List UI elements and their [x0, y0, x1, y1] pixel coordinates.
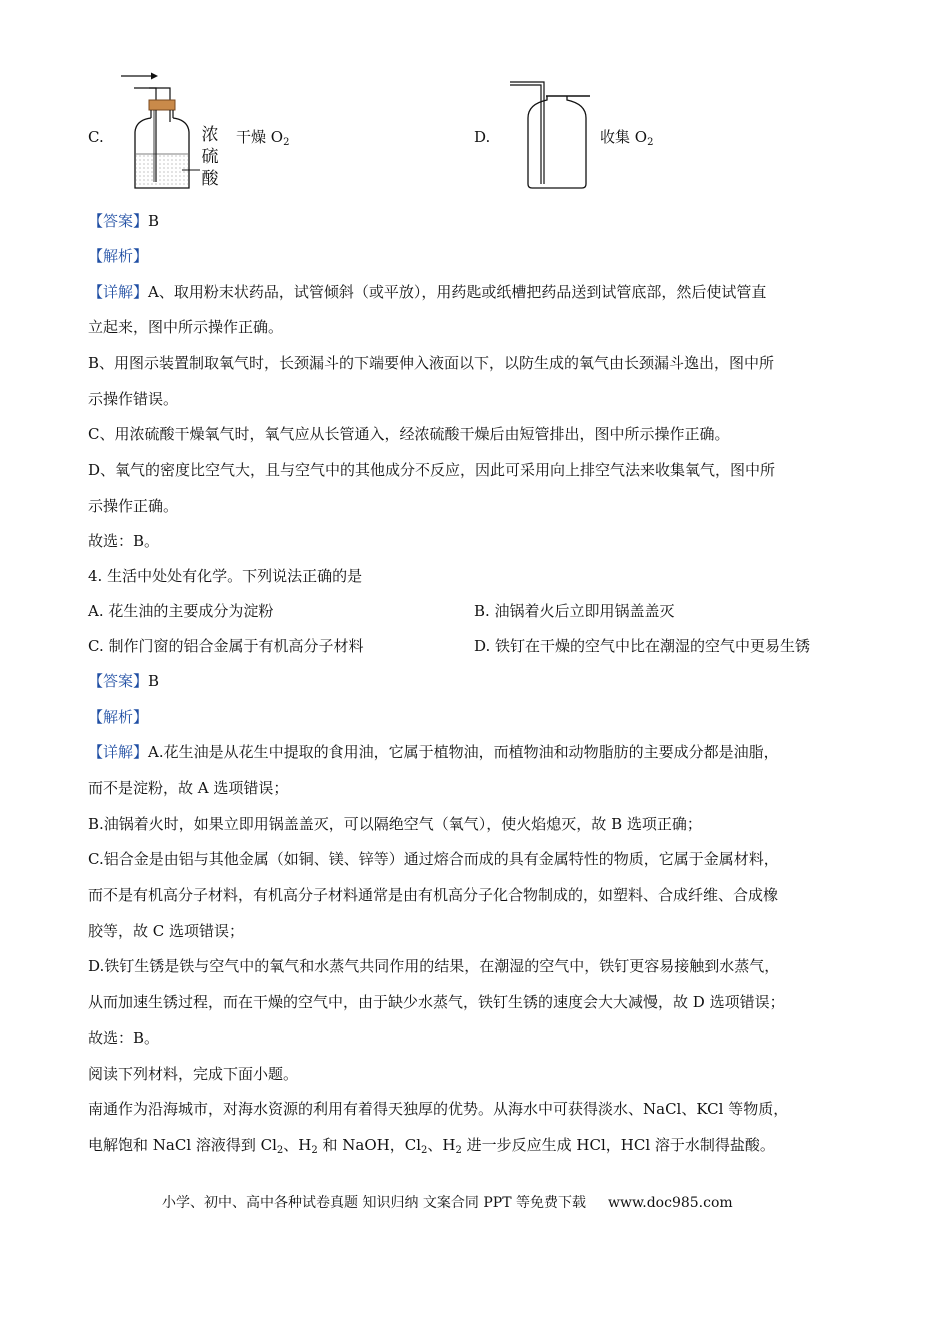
q4-option-c: C. 制作门窗的铝合金属于有机高分子材料 [88, 637, 364, 655]
q3-detail-line-1: 【详解】A、取用粉末状药品，试管倾斜（或平放），用药匙或纸槽把药品送到试管底部，然后使试管直 [88, 283, 767, 301]
footer-text: 小学、初中、高中各种试卷真题 知识归纳 文案合同 PPT 等免费下载 [162, 1195, 586, 1211]
q4-answer-line [88, 671, 159, 691]
q4-detail-line-6: 胶等，故 C 选项错误； [88, 922, 245, 940]
label-liu: 硫 [201, 147, 219, 167]
option-c-letter: C. [88, 128, 104, 146]
q4-answer-tag: 【答案】 [88, 672, 149, 690]
gas-collection-bottle-diagram [510, 78, 590, 190]
short-tube-top [149, 88, 170, 100]
q4-option-d: D. 铁钉在干燥的空气中比在潮湿的空气中更易生锈 [474, 637, 811, 655]
delivery-tube [510, 82, 544, 184]
q3-detail-line-7: 示操作正确。 [88, 497, 179, 515]
label-nong: 浓 [201, 125, 219, 145]
q3-analysis-tag: 【解析】 [88, 247, 149, 265]
q3-detail-line-4: 示操作错误。 [88, 390, 179, 408]
figure-d-caption: 收集 $O_2$ [600, 128, 654, 148]
q4-analysis-tag: 【解析】 [88, 708, 149, 726]
q3-detail-line-2: 立起来，图中所示操作正确。 [88, 318, 284, 336]
q4-detail-line-5: 而不是有机高分子材料，有机高分子材料通常是由有机高分子化合物制成的，如塑料、合成纤维、合成橡 [88, 886, 779, 904]
figure-c-caption: 干燥 $O_2$ [236, 128, 290, 148]
reading-paragraph-line-2: 电解饱和 NaCl 溶液得到 $Cl_2$、$H_2$ 和 NaOH，$Cl_2$、$H_2$ 进一步反应生成 HCl，HCl 溶于水制得盐酸。 [88, 1136, 775, 1156]
gas-washing-bottle-diagram [118, 70, 198, 192]
footer-url[interactable]: www.doc985.com [607, 1195, 733, 1211]
q4-detail-line-3: B.油锅着火时，如果立即用锅盖盖灭，可以隔绝空气（氧气），使火焰熄灭，故 B 选项正确； [88, 815, 702, 833]
collection-bottle [528, 96, 586, 188]
q3-answer-tag: 【答案】 [88, 212, 149, 230]
q4-detail-line-8: 从而加速生锈过程，而在干燥的空气中，由于缺少水蒸气，铁钉生锈的速度会大大减慢，故 D 选项错误； [88, 993, 785, 1011]
q3-conclusion: 故选：B。 [88, 532, 160, 550]
liquid-level [136, 154, 188, 187]
reading-paragraph-line-1: 南通作为沿海城市，对海水资源的利用有着得天独厚的优势。从海水中可获得淡水、NaCl、KCl 等物质， [88, 1100, 789, 1118]
q4-option-a: A. 花生油的主要成分为淀粉 [88, 602, 274, 620]
q3-answer: B [148, 212, 160, 230]
q4-option-b: B. 油锅着火后立即用锅盖盖灭 [474, 602, 675, 620]
q4-conclusion: 故选：B。 [88, 1029, 160, 1047]
q4-detail-line-1: 【详解】A.花生油是从花生中提取的食用油，它属于植物油，而植物油和动物脂肪的主要成分都是油脂， [88, 743, 779, 761]
long-tube-top [134, 88, 156, 100]
q3-answer-line [88, 211, 159, 231]
q4-question: 4. 生活中处处有化学。下列说法正确的是 [88, 567, 363, 585]
option-d-letter: D. [474, 128, 491, 146]
reading-intro: 阅读下列材料，完成下面小题。 [88, 1065, 299, 1083]
label-suan: 酸 [201, 169, 219, 189]
stopper [149, 100, 175, 110]
q4-detail-line-7: D.铁钉生锈是铁与空气中的氧气和水蒸气共同作用的结果，在潮湿的空气中，铁钉更容易接触到水蒸气， [88, 957, 780, 975]
q4-answer: B [148, 672, 160, 690]
q3-detail-line-6: D、氧气的密度比空气大，且与空气中的其他成分不反应，因此可采用向上排空气法来收集氧气，图中所 [88, 461, 776, 479]
q3-detail-line-3: B、用图示装置制取氧气时，长颈漏斗的下端要伸入液面以下，以防生成的氧气由长颈漏斗逸出，图中所 [88, 354, 775, 372]
q3-detail-line-5: C、用浓硫酸干燥氧气时，氧气应从长管通入，经浓硫酸干燥后由短管排出，图中所示操作正确。 [88, 425, 730, 443]
page-footer [162, 1192, 733, 1212]
flow-arrow-head [151, 73, 158, 80]
q4-detail-line-2: 而不是淀粉，故 A 选项错误； [88, 779, 289, 797]
q4-detail-line-4: C.铝合金是由铝与其他金属（如铜、镁、锌等）通过熔合而成的具有金属特性的物质，它属于金属材料， [88, 850, 779, 868]
